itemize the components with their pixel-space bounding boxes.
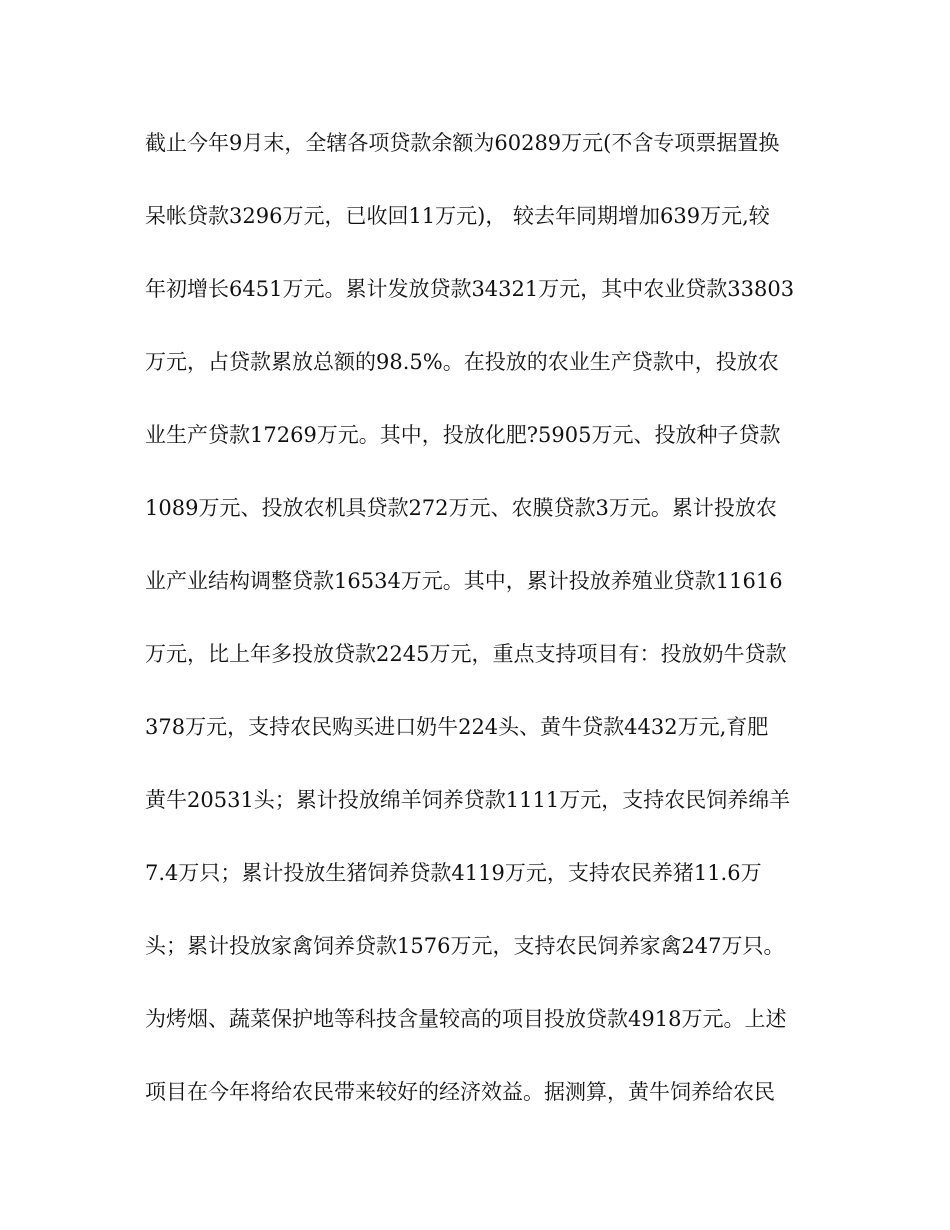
body-text-line: 1089万元、投放农机具贷款272万元、农膜贷款3万元。累计投放农 [145, 496, 777, 520]
body-text-line: 呆帐贷款3296万元，已收回11万元)， 较去年同期增加639万元,较 [145, 204, 770, 228]
body-text-line: 万元，占贷款累放总额的98.5%。在投放的农业生产贷款中，投放农 [145, 350, 779, 374]
body-text-line: 378万元，支持农民购买进口奶牛224头、黄牛贷款4432万元,育肥 [145, 715, 769, 739]
body-text-line: 万元，比上年多投放贷款2245万元，重点支持项目有：投放奶牛贷款 [145, 642, 787, 666]
body-text-line: 为烤烟、蔬菜保护地等科技含量较高的项目投放贷款4918万元。上述 [145, 1007, 787, 1031]
body-text-line: 头；累计投放家禽饲养贷款1576万元，支持农民饲养家禽247万只。 [145, 934, 785, 958]
body-text-line: 截止今年9月末，全辖各项贷款余额为60289万元(不含专项票据置换 [145, 131, 780, 155]
body-text-line: 项目在今年将给农民带来较好的经济效益。据测算，黄牛饲养给农民 [145, 1080, 775, 1104]
body-text-line: 业产业结构调整贷款16534万元。其中，累计投放养殖业贷款11616 [145, 569, 783, 593]
body-text-line: 黄牛20531头；累计投放绵羊饲养贷款1111万元，支持农民饲养绵羊 [145, 788, 791, 812]
body-text-line: 业生产贷款17269万元。其中，投放化肥?5905万元、投放种子贷款 [145, 423, 781, 447]
body-text-line: 7.4万只；累计投放生猪饲养贷款4119万元，支持农民养猪11.6万 [145, 861, 762, 885]
body-text-line: 年初增长6451万元。累计发放贷款34321万元，其中农业贷款33803 [145, 277, 795, 301]
